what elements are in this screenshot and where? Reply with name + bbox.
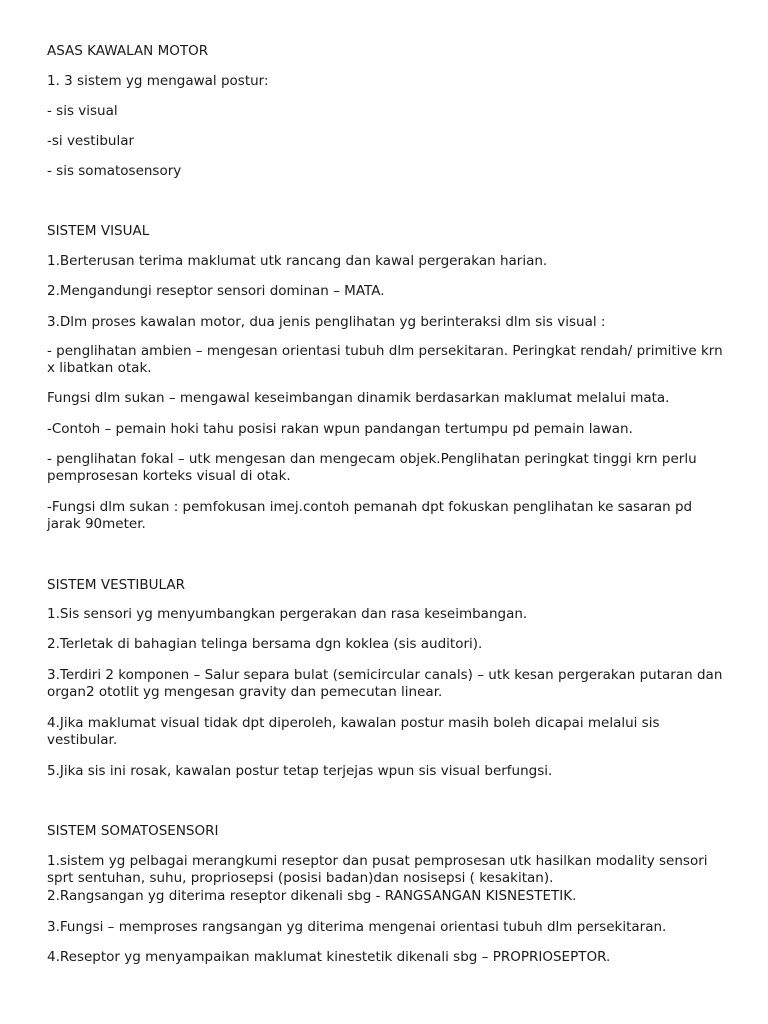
paragraph-line: 1.sistem yg pelbagai merangkumi reseptor dan pusat pemprosesan utk hasilkan modality sensori sprt sentuhan, suhu, propriosepsi (posisi badan)dan nosisepsi ( kesakitan). [47,853,708,886]
paragraph-line: 3.Terdiri 2 komponen – Salur separa bulat (semicircular canals) – utk kesan pergerakan putaran dan organ2 ototlit yg mengesan gravity dan pemecutan linear. [47,667,723,700]
paragraph-line: 1.Berterusan terima maklumat utk rancang dan kawal pergerakan harian. [47,253,548,269]
paragraph-line: 5.Jika sis ini rosak, kawalan postur tetap terjejas wpun sis visual berfungsi. [47,763,553,779]
paragraph-line: -Fungsi dlm sukan : pemfokusan imej.contoh pemanah dpt fokuskan penglihatan ke sasaran pd jarak 90meter. [47,499,693,532]
heading-sistem-visual: SISTEM VISUAL [47,223,150,239]
paragraph-line: 4.Jika maklumat visual tidak dpt diperoleh, kawalan postur masih boleh dicapai melalui sis vestibular. [47,715,660,748]
heading-sistem-vestibular: SISTEM VESTIBULAR [47,577,185,593]
paragraph-line: 3.Fungsi – memproses rangsangan yg diterima mengenai orientasi tubuh dlm persekitaran. [47,919,667,935]
paragraph-line: 2.Mengandungi reseptor sensori dominan – MATA. [47,283,385,299]
paragraph-line: 3.Dlm proses kawalan motor, dua jenis penglihatan yg berinteraksi dlm sis visual : [47,314,606,330]
heading-asas-kawalan-motor: ASAS KAWALAN MOTOR [47,43,209,59]
paragraph-line: -Contoh – pemain hoki tahu posisi rakan wpun pandangan tertumpu pd pemain lawan. [47,421,633,437]
heading-sistem-somatosensori: SISTEM SOMATOSENSORI [47,823,219,839]
paragraph-line: - penglihatan ambien – mengesan orientasi tubuh dlm persekitaran. Peringkat rendah/ primitive krn x libatkan otak. [47,343,723,376]
paragraph-line: 1.Sis sensori yg menyumbangkan pergerakan dan rasa keseimbangan. [47,606,528,622]
paragraph-line: - sis somatosensory [47,163,182,179]
paragraph-line: 2.Terletak di bahagian telinga bersama dgn koklea (sis auditori). [47,636,483,652]
paragraph-line: - penglihatan fokal – utk mengesan dan mengecam objek.Penglihatan peringkat tinggi krn perlu pemprosesan korteks visual di otak. [47,451,697,484]
paragraph-line: - sis visual [47,103,118,119]
paragraph-line: 1. 3 sistem yg mengawal postur: [47,73,269,89]
paragraph-line: Fungsi dlm sukan – mengawal keseimbangan dinamik berdasarkan maklumat melalui mata. [47,390,670,406]
paragraph-line: 2.Rangsangan yg diterima reseptor dikenali sbg - RANGSANGAN KISNESTETIK. [47,888,577,904]
paragraph-line: 4.Reseptor yg menyampaikan maklumat kinestetik dikenali sbg – PROPRIOSEPTOR. [47,949,611,965]
paragraph-line: -si vestibular [47,133,135,149]
